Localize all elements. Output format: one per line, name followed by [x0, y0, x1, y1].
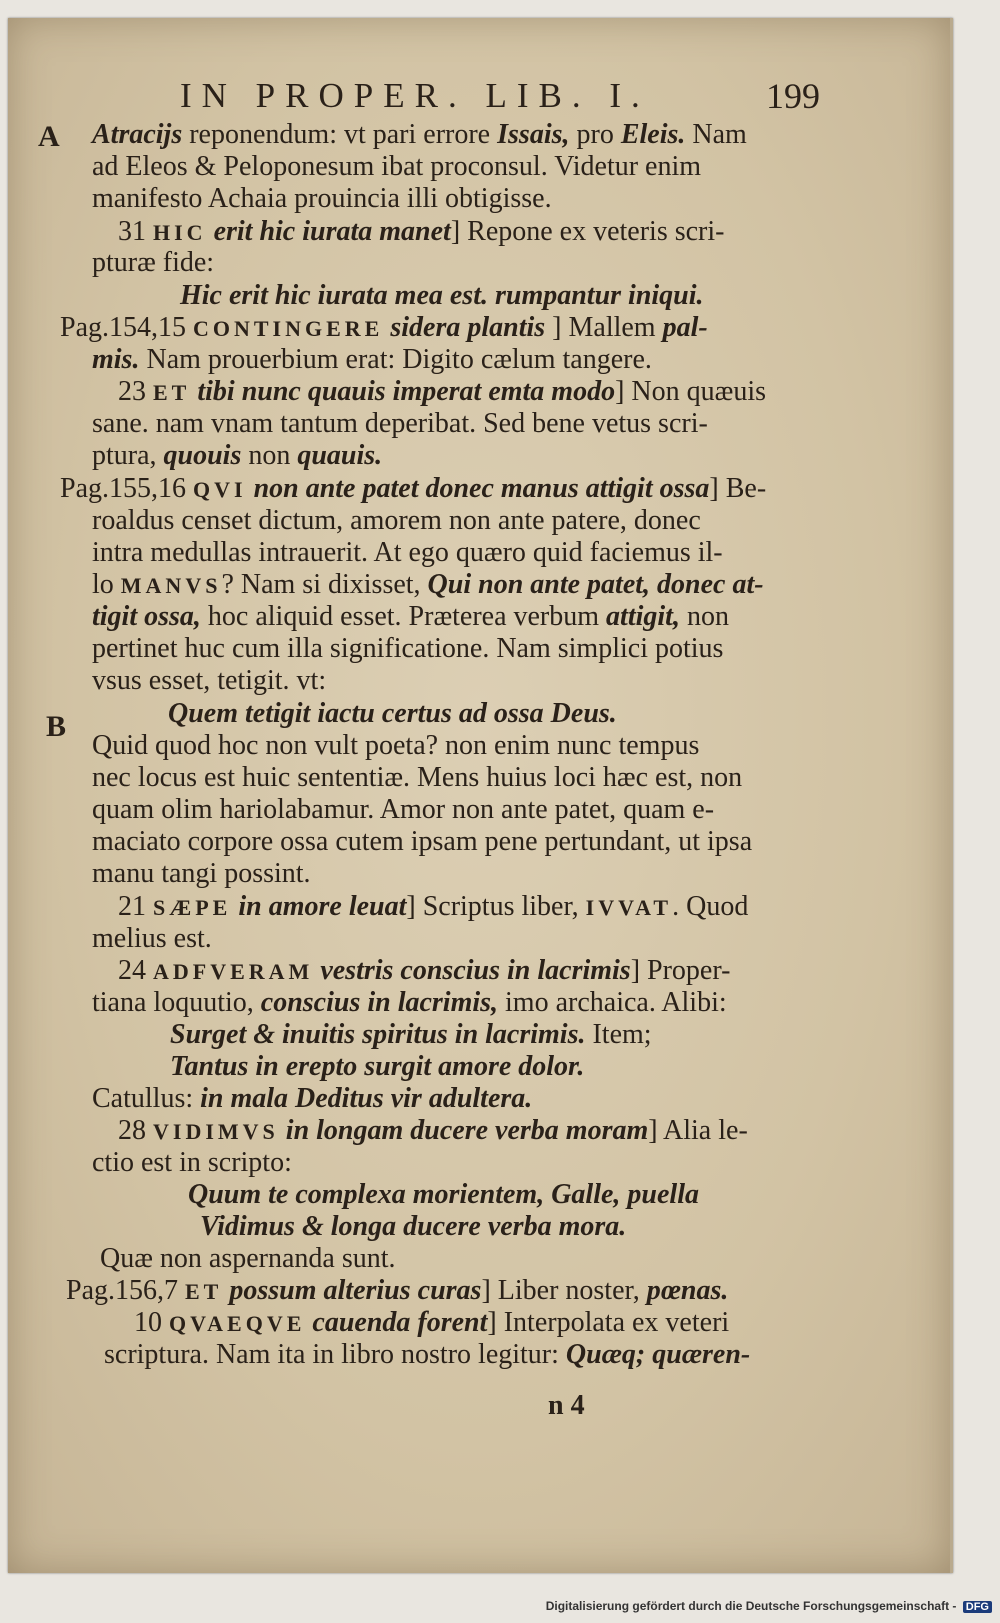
line-segment: intra medullas intrauerit. At ego quæro quid faciemus il-: [92, 537, 723, 568]
text-line: [92, 729, 812, 763]
line-segment: tibi nunc quauis imperat emta modo: [190, 376, 616, 407]
line-segment: conscius in lacrimis,: [260, 987, 499, 1018]
line-segment: 10: [134, 1307, 169, 1338]
credit-text: Digitalisierung gefördert durch die Deutsche Forschungsgemeinschaft -: [545, 1599, 957, 1613]
running-title: IN PROPER. LIB. I.: [180, 76, 650, 115]
line-segment: ET: [153, 380, 191, 405]
line-segment: possum alterius curas: [222, 1275, 482, 1306]
line-segment: Pag.154,15: [60, 312, 193, 343]
line-segment: roaldus censet dictum, amorem non ante patere, donec: [92, 505, 701, 536]
line-segment: ] Repone ex veteris scri-: [450, 216, 725, 247]
line-segment: 24: [118, 955, 153, 986]
text-line: [92, 118, 812, 152]
text-line: [92, 182, 812, 216]
text-line: [168, 697, 888, 731]
margin-letter-b: B: [46, 710, 67, 743]
line-segment: Quæ non aspernanda sunt.: [100, 1243, 396, 1274]
line-segment: CONTINGERE: [193, 316, 384, 341]
line-segment: lo: [92, 569, 121, 600]
line-segment: tiana loquutio,: [92, 987, 261, 1018]
line-segment: Nam: [685, 119, 747, 150]
digitization-credit: [546, 1599, 992, 1617]
text-line: [92, 407, 812, 441]
line-segment: pœnas.: [646, 1275, 729, 1306]
running-header: [180, 66, 820, 126]
line-segment: ? Nam si dixisset,: [221, 569, 428, 600]
line-segment: non: [679, 601, 729, 632]
line-segment: Catullus:: [92, 1083, 201, 1114]
text-line: [92, 246, 812, 280]
line-segment: 28: [118, 1115, 153, 1146]
line-segment: sane. nam vnam tantum deperibat. Sed bene vetus scri-: [92, 408, 708, 439]
line-segment: Qui non ante patet, donec at-: [427, 569, 764, 600]
text-line: [60, 472, 780, 506]
line-segment: nec locus est huic sententiæ. Mens huius loci hæc est, non: [92, 762, 743, 793]
line-segment: ] Interpolata ex veteri: [487, 1307, 730, 1338]
text-line: [92, 1082, 812, 1116]
line-segment: ] Alia le-: [648, 1115, 748, 1146]
line-segment: ptura,: [92, 440, 164, 471]
line-segment: ] Scriptus liber,: [406, 891, 586, 922]
line-segment: quouis: [163, 440, 242, 471]
line-segment: ] Mallem: [545, 312, 663, 343]
text-line: [118, 375, 838, 409]
line-segment: 21: [118, 891, 153, 922]
text-line: [60, 311, 780, 345]
line-segment: non ante patet donec manus attigit ossa: [246, 473, 710, 504]
line-segment: Item;: [585, 1019, 652, 1050]
line-segment: Quid quod hoc non vult poeta? non enim nunc tempus: [92, 730, 700, 761]
line-segment: imo archaica. Alibi:: [498, 987, 727, 1018]
text-line: [92, 150, 812, 184]
line-segment: Pag.155,16: [60, 473, 193, 504]
line-segment: ] Proper-: [630, 955, 731, 986]
line-segment: in longam ducere verba moram: [278, 1115, 649, 1146]
text-line: [100, 1242, 820, 1276]
line-segment: MANVS: [120, 573, 222, 598]
line-segment: mis.: [92, 344, 140, 375]
line-segment: Atracijs: [92, 119, 183, 150]
line-segment: manu tangi possint.: [92, 858, 311, 889]
line-segment: pturæ fide:: [92, 247, 215, 278]
line-segment: vestris conscius in lacrimis: [313, 955, 631, 986]
line-segment: Vidimus & longa ducere verba mora.: [200, 1211, 627, 1242]
text-line: [92, 825, 812, 859]
text-line: [118, 890, 838, 924]
line-segment: ] Liber noster,: [481, 1275, 647, 1306]
text-line: [92, 664, 812, 698]
line-segment: maciato corpore ossa cutem ipsam pene pertundant, ut ipsa: [92, 826, 753, 857]
page-number: 199: [766, 76, 820, 116]
dfg-logo: DFG: [963, 1601, 992, 1613]
text-line: [92, 568, 812, 602]
line-segment: pal-: [662, 312, 708, 343]
line-segment: Nam prouerbium erat: Digito cælum tangere.: [139, 344, 652, 375]
text-line: [92, 793, 812, 827]
text-line: [170, 1018, 890, 1052]
line-segment: Issais,: [497, 119, 570, 150]
line-segment: Quem tetigit iactu certus ad ossa Deus.: [168, 698, 617, 729]
line-segment: IVVAT: [585, 895, 673, 920]
line-segment: erit hic iurata manet: [206, 216, 451, 247]
line-segment: cauenda forent: [305, 1307, 488, 1338]
line-segment: non: [241, 440, 298, 471]
text-line: [92, 1146, 812, 1180]
text-line: [92, 922, 812, 956]
line-segment: 31: [118, 216, 153, 247]
text-line: [118, 1114, 838, 1148]
line-segment: . Quod: [672, 891, 749, 922]
line-segment: vsus esset, tetigit. vt:: [92, 665, 327, 696]
line-segment: tigit ossa,: [92, 601, 201, 632]
text-line: [170, 1050, 890, 1084]
text-line: [92, 536, 812, 570]
text-line: [92, 439, 812, 473]
text-line: [92, 600, 812, 634]
line-segment: pertinet huc cum illa significatione. Nam simplici potius: [92, 633, 724, 664]
line-segment: Hic erit hic iurata mea est. rumpantur iniqui.: [180, 280, 704, 311]
line-segment: in mala Deditus vir adultera.: [200, 1083, 533, 1114]
text-line: [66, 1274, 786, 1308]
text-line: [188, 1178, 908, 1212]
line-segment: QVI: [193, 477, 247, 502]
line-segment: Tantus in erepto surgit amore dolor.: [170, 1051, 585, 1082]
text-line: [92, 761, 812, 795]
text-line: [92, 343, 812, 377]
line-segment: sidera plantis: [383, 312, 546, 343]
text-line: [92, 857, 812, 891]
text-line: [180, 279, 900, 313]
line-segment: ] Be-: [709, 473, 767, 504]
line-segment: Eleis.: [620, 119, 686, 150]
line-segment: manifesto Achaia prouincia illi obtigisse.: [92, 183, 552, 214]
line-segment: SÆPE: [153, 895, 232, 920]
line-segment: quam olim hariolabamur. Amor non ante patet, quam e-: [92, 794, 715, 825]
line-segment: ctio est in scripto:: [92, 1147, 292, 1178]
line-segment: attigit,: [606, 601, 680, 632]
line-segment: 23: [118, 376, 153, 407]
line-segment: melius est.: [92, 923, 212, 954]
line-segment: reponendum: vt pari errore: [182, 119, 498, 150]
line-segment: pro: [569, 119, 621, 150]
line-segment: VIDIMVS: [153, 1119, 279, 1144]
line-segment: ADFVERAM: [153, 959, 314, 984]
line-segment: QVAEQVE: [169, 1311, 306, 1336]
text-line: [118, 954, 838, 988]
line-segment: in amore leuat: [231, 891, 407, 922]
line-segment: Pag.156,7: [66, 1275, 185, 1306]
text-line: [200, 1210, 920, 1244]
text-line: [92, 986, 812, 1020]
line-segment: ] Non quæuis: [615, 376, 766, 407]
line-segment: ET: [185, 1279, 223, 1304]
line-segment: quauis.: [297, 440, 383, 471]
line-segment: HIC: [153, 220, 207, 245]
text-line: [92, 632, 812, 666]
text-line: [104, 1338, 824, 1372]
line-segment: Quæq; quæren-: [565, 1339, 751, 1370]
line-segment: Surget & inuitis spiritus in lacrimis.: [170, 1019, 586, 1050]
line-segment: hoc aliquid esset. Præterea verbum: [200, 601, 607, 632]
text-line: [118, 215, 838, 249]
text-line: [92, 504, 812, 538]
line-segment: scriptura. Nam ita in libro nostro legitur:: [104, 1339, 566, 1370]
margin-letter-a: A: [38, 120, 60, 153]
signature-mark: n 4: [548, 1390, 585, 1421]
line-segment: ad Eleos & Peloponesum ibat proconsul. Videtur enim: [92, 151, 702, 182]
line-segment: Quum te complexa morientem, Galle, puella: [188, 1179, 699, 1210]
text-line: [134, 1306, 854, 1340]
